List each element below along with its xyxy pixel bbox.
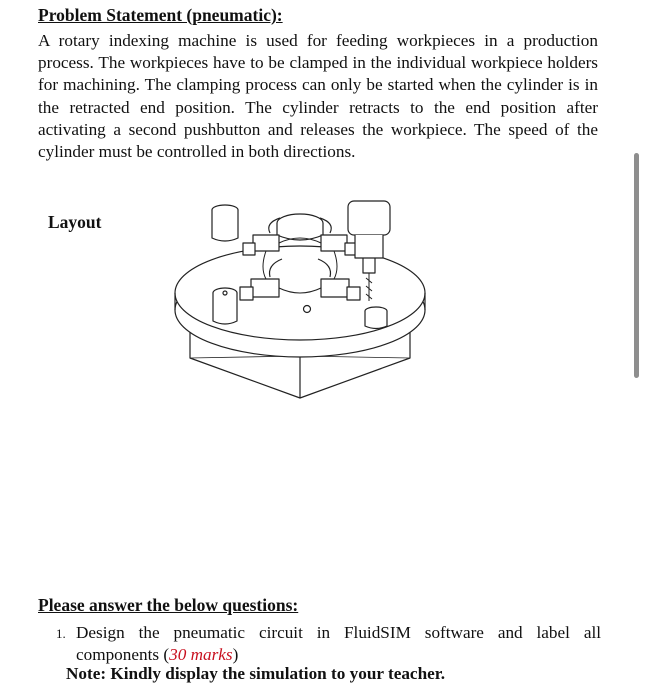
problem-statement: A rotary indexing machine is used for feeding workpieces in a production process. The workpieces have to be clamped in the individual workpiece holders for machining. The clamping process can only be started when the cylinder is in the retracted end position. The cylinder retracts to the end position after activating a second pushbutton and releases the workpiece. The speed of the cylinder must be controlled in both directions.	[38, 31, 598, 162]
workpiece-back-left	[212, 205, 238, 241]
problem-heading: Problem Statement (pneumatic):	[38, 5, 283, 25]
rotary-indexing-figure	[170, 193, 440, 408]
clamp-station-back-left	[243, 218, 280, 255]
layout-label: Layout	[48, 212, 102, 232]
question-list	[56, 622, 601, 666]
question-text-body: Design the pneumatic circuit in FluidSIM software and label all components (	[76, 623, 601, 664]
workpiece-front-right	[365, 307, 387, 329]
teacher-note: Note: Kindly display the simulation to your teacher.	[66, 664, 446, 683]
question-text	[76, 622, 601, 666]
question-number: 1.	[56, 626, 66, 641]
questions-heading: Please answer the below questions:	[38, 595, 299, 615]
vertical-scrollbar[interactable]	[634, 153, 639, 378]
workpiece-front-left	[213, 288, 237, 324]
question-marks: 30 marks	[169, 645, 233, 664]
question-text-close: )	[232, 645, 239, 664]
